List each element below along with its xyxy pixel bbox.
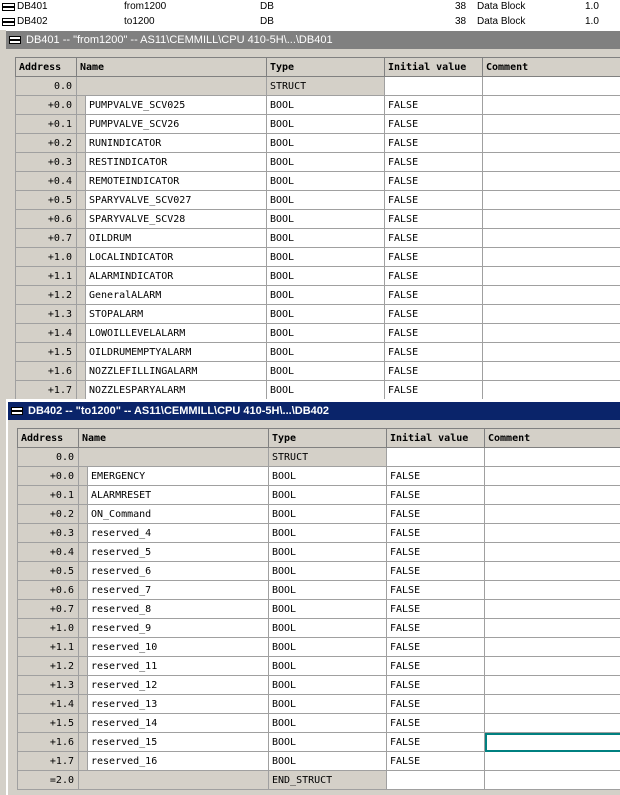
- table-row[interactable]: [16, 115, 620, 134]
- table-row[interactable]: [16, 305, 620, 324]
- initial-value-cell[interactable]: [387, 448, 485, 467]
- indent-cell: [79, 752, 88, 771]
- indent-cell: [79, 695, 88, 714]
- column-header-comment[interactable]: Comment: [485, 429, 620, 448]
- table-row[interactable]: [18, 771, 620, 790]
- block-kind: Data Block: [477, 16, 526, 27]
- type-cell[interactable]: STRUCT: [267, 77, 385, 96]
- name-cell[interactable]: PUMPVALVE_SCV025: [86, 96, 267, 115]
- indent-cell: [77, 96, 86, 115]
- type-cell[interactable]: BOOL: [269, 695, 387, 714]
- block-size: 38: [455, 16, 467, 27]
- name-cell[interactable]: EMERGENCY: [88, 467, 269, 486]
- name-cell[interactable]: ON_Command: [88, 505, 269, 524]
- block-name: DB402: [17, 16, 48, 27]
- table-row[interactable]: [18, 486, 620, 505]
- type-cell[interactable]: BOOL: [267, 191, 385, 210]
- initial-value-cell[interactable]: FALSE: [387, 695, 485, 714]
- address-cell: +1.7: [16, 381, 77, 400]
- window-title: DB401 -- "from1200" -- AS11\CEMMILL\CPU 410-5H\...\DB401: [26, 34, 333, 46]
- indent-cell: [79, 581, 88, 600]
- address-cell: +1.0: [16, 248, 77, 267]
- table-row[interactable]: [16, 324, 620, 343]
- indent-cell: [79, 676, 88, 695]
- initial-value-cell[interactable]: FALSE: [385, 267, 483, 286]
- window-title: DB402 -- "to1200" -- AS11\CEMMILL\CPU 410-5H\...\DB402: [28, 405, 329, 417]
- initial-value-cell[interactable]: FALSE: [385, 324, 483, 343]
- name-cell[interactable]: RUNINDICATOR: [86, 134, 267, 153]
- table-row[interactable]: [18, 695, 620, 714]
- initial-value-cell[interactable]: FALSE: [385, 210, 483, 229]
- table-row[interactable]: [16, 248, 620, 267]
- initial-value-cell[interactable]: FALSE: [385, 305, 483, 324]
- data-block-icon: [2, 3, 15, 11]
- indent-cell: [79, 714, 88, 733]
- address-cell: +0.3: [16, 153, 77, 172]
- db401-window: [6, 49, 620, 399]
- address-cell: +0.5: [18, 562, 79, 581]
- column-header-address[interactable]: Address: [18, 429, 79, 448]
- comment-cell[interactable]: [483, 134, 620, 153]
- comment-cell[interactable]: [485, 448, 620, 467]
- initial-value-cell[interactable]: FALSE: [385, 153, 483, 172]
- type-cell[interactable]: BOOL: [269, 733, 387, 752]
- comment-cell[interactable]: [485, 752, 620, 771]
- declaration-table: [15, 57, 620, 399]
- initial-value-cell[interactable]: FALSE: [387, 714, 485, 733]
- initial-value-cell[interactable]: FALSE: [385, 229, 483, 248]
- table-row[interactable]: [16, 210, 620, 229]
- name-cell[interactable]: ALARMINDICATOR: [86, 267, 267, 286]
- column-header-type[interactable]: Type: [269, 429, 387, 448]
- comment-cell[interactable]: [483, 115, 620, 134]
- table-row[interactable]: [16, 381, 620, 400]
- comment-cell[interactable]: [483, 343, 620, 362]
- type-cell[interactable]: BOOL: [267, 134, 385, 153]
- table-row[interactable]: [18, 676, 620, 695]
- table-row[interactable]: [16, 267, 620, 286]
- indent-cell: [77, 229, 86, 248]
- table-row[interactable]: [16, 96, 620, 115]
- initial-value-cell[interactable]: FALSE: [385, 381, 483, 400]
- name-cell[interactable]: SPARYVALVE_SCV027: [86, 191, 267, 210]
- name-cell[interactable]: NOZZLESPARYALARM: [86, 381, 267, 400]
- indent-cell: [79, 657, 88, 676]
- initial-value-cell[interactable]: FALSE: [387, 581, 485, 600]
- type-cell[interactable]: BOOL: [267, 210, 385, 229]
- initial-value-cell[interactable]: FALSE: [387, 619, 485, 638]
- initial-value-cell[interactable]: [385, 77, 483, 96]
- type-cell[interactable]: BOOL: [269, 714, 387, 733]
- indent-cell: [79, 638, 88, 657]
- comment-cell[interactable]: [483, 381, 620, 400]
- indent-cell: [77, 343, 86, 362]
- type-cell[interactable]: BOOL: [269, 543, 387, 562]
- db402-window: [8, 420, 620, 795]
- address-cell: +1.3: [16, 305, 77, 324]
- comment-cell[interactable]: [485, 733, 620, 752]
- address-cell: 0.0: [16, 77, 77, 96]
- comment-cell[interactable]: [485, 524, 620, 543]
- initial-value-cell[interactable]: FALSE: [385, 96, 483, 115]
- table-row[interactable]: [18, 657, 620, 676]
- address-cell: +1.7: [18, 752, 79, 771]
- address-cell: +0.7: [16, 229, 77, 248]
- comment-cell[interactable]: [485, 486, 620, 505]
- name-cell[interactable]: OILDRUM: [86, 229, 267, 248]
- comment-cell[interactable]: [483, 172, 620, 191]
- name-cell[interactable]: [77, 77, 267, 96]
- indent-cell: [77, 305, 86, 324]
- column-header-name[interactable]: Name: [77, 58, 267, 77]
- name-cell[interactable]: SPARYVALVE_SCV28: [86, 210, 267, 229]
- type-cell[interactable]: BOOL: [267, 305, 385, 324]
- indent-cell: [77, 115, 86, 134]
- comment-cell[interactable]: [485, 638, 620, 657]
- type-cell[interactable]: END_STRUCT: [269, 771, 387, 790]
- type-cell[interactable]: BOOL: [269, 600, 387, 619]
- block-type: DB: [260, 16, 274, 27]
- table-row[interactable]: [16, 286, 620, 305]
- block-size: 38: [455, 1, 467, 12]
- comment-cell[interactable]: [483, 267, 620, 286]
- name-cell[interactable]: PUMPVALVE_SCV26: [86, 115, 267, 134]
- indent-cell: [79, 543, 88, 562]
- column-header-comment[interactable]: Comment: [483, 58, 620, 77]
- address-cell: +0.3: [18, 524, 79, 543]
- comment-cell[interactable]: [485, 714, 620, 733]
- type-cell[interactable]: BOOL: [267, 362, 385, 381]
- block-version: 1.0: [585, 16, 599, 27]
- initial-value-cell[interactable]: FALSE: [387, 467, 485, 486]
- table-row[interactable]: [18, 619, 620, 638]
- table-row[interactable]: [18, 752, 620, 771]
- block-type: DB: [260, 1, 274, 12]
- block-name: DB401: [17, 1, 48, 12]
- name-cell[interactable]: reserved_13: [88, 695, 269, 714]
- type-cell[interactable]: BOOL: [269, 619, 387, 638]
- table-row[interactable]: [18, 448, 620, 467]
- indent-cell: [77, 248, 86, 267]
- name-cell[interactable]: reserved_4: [88, 524, 269, 543]
- indent-cell: [79, 619, 88, 638]
- indent-cell: [79, 600, 88, 619]
- initial-value-cell[interactable]: FALSE: [385, 362, 483, 381]
- table-header: [18, 429, 620, 448]
- address-cell: +1.1: [16, 267, 77, 286]
- indent-cell: [77, 381, 86, 400]
- address-cell: +1.1: [18, 638, 79, 657]
- address-cell: +0.6: [16, 210, 77, 229]
- address-cell: =2.0: [18, 771, 79, 790]
- indent-cell: [79, 505, 88, 524]
- type-cell[interactable]: BOOL: [269, 505, 387, 524]
- initial-value-cell[interactable]: FALSE: [387, 486, 485, 505]
- table-row[interactable]: [16, 172, 620, 191]
- type-cell[interactable]: STRUCT: [269, 448, 387, 467]
- indent-cell: [77, 210, 86, 229]
- address-cell: +0.4: [18, 543, 79, 562]
- comment-cell[interactable]: [485, 581, 620, 600]
- name-cell[interactable]: reserved_8: [88, 600, 269, 619]
- name-cell[interactable]: OILDRUMEMPTYALARM: [86, 343, 267, 362]
- block-kind: Data Block: [477, 1, 526, 12]
- column-header-initial[interactable]: Initial value: [385, 58, 483, 77]
- comment-cell[interactable]: [483, 96, 620, 115]
- name-cell[interactable]: reserved_16: [88, 752, 269, 771]
- block-list-row[interactable]: [0, 0, 620, 15]
- name-cell[interactable]: reserved_10: [88, 638, 269, 657]
- table-row[interactable]: [16, 77, 620, 96]
- comment-cell[interactable]: [483, 77, 620, 96]
- table-row[interactable]: [16, 191, 620, 210]
- type-cell[interactable]: BOOL: [267, 343, 385, 362]
- address-cell: 0.0: [18, 448, 79, 467]
- initial-value-cell[interactable]: FALSE: [387, 524, 485, 543]
- address-cell: +0.2: [18, 505, 79, 524]
- comment-cell[interactable]: [485, 771, 620, 790]
- address-cell: +1.3: [18, 676, 79, 695]
- table-row[interactable]: [16, 229, 620, 248]
- address-cell: +1.2: [18, 657, 79, 676]
- type-cell[interactable]: BOOL: [267, 324, 385, 343]
- name-cell[interactable]: REMOTEINDICATOR: [86, 172, 267, 191]
- table-body: [16, 77, 620, 400]
- table-header: [16, 58, 620, 77]
- table-row[interactable]: [18, 562, 620, 581]
- comment-cell[interactable]: [485, 543, 620, 562]
- table-row[interactable]: [16, 153, 620, 172]
- address-cell: +0.7: [18, 600, 79, 619]
- name-cell[interactable]: RESTINDICATOR: [86, 153, 267, 172]
- declaration-table: [17, 428, 620, 790]
- block-list: [0, 0, 620, 30]
- indent-cell: [77, 172, 86, 191]
- address-cell: +1.4: [16, 324, 77, 343]
- type-cell[interactable]: BOOL: [267, 248, 385, 267]
- address-cell: +1.6: [18, 733, 79, 752]
- comment-cell[interactable]: [483, 229, 620, 248]
- indent-cell: [79, 562, 88, 581]
- name-cell[interactable]: NOZZLEFILLINGALARM: [86, 362, 267, 381]
- comment-cell[interactable]: [483, 362, 620, 381]
- initial-value-cell[interactable]: FALSE: [387, 505, 485, 524]
- data-block-icon: [9, 36, 21, 44]
- type-cell[interactable]: BOOL: [267, 381, 385, 400]
- address-cell: +1.2: [16, 286, 77, 305]
- address-cell: +1.5: [16, 343, 77, 362]
- table-row[interactable]: [18, 505, 620, 524]
- address-cell: +0.0: [18, 467, 79, 486]
- name-cell[interactable]: reserved_14: [88, 714, 269, 733]
- column-header-name[interactable]: Name: [79, 429, 269, 448]
- comment-cell[interactable]: [485, 695, 620, 714]
- column-header-type[interactable]: Type: [267, 58, 385, 77]
- column-header-address[interactable]: Address: [16, 58, 77, 77]
- table-row[interactable]: [18, 467, 620, 486]
- address-cell: +0.4: [16, 172, 77, 191]
- block-list-row[interactable]: [0, 15, 620, 30]
- comment-cell[interactable]: [485, 467, 620, 486]
- type-cell[interactable]: BOOL: [267, 115, 385, 134]
- comment-cell[interactable]: [485, 505, 620, 524]
- comment-cell[interactable]: [485, 657, 620, 676]
- name-cell[interactable]: reserved_11: [88, 657, 269, 676]
- indent-cell: [79, 524, 88, 543]
- indent-cell: [77, 324, 86, 343]
- type-cell[interactable]: BOOL: [269, 524, 387, 543]
- initial-value-cell[interactable]: FALSE: [385, 172, 483, 191]
- data-block-icon: [2, 18, 15, 26]
- db401-window-titlebar[interactable]: [6, 31, 620, 49]
- comment-cell[interactable]: [483, 324, 620, 343]
- table-row[interactable]: [16, 343, 620, 362]
- address-cell: +0.1: [18, 486, 79, 505]
- type-cell[interactable]: BOOL: [269, 676, 387, 695]
- table-row[interactable]: [18, 638, 620, 657]
- table-row[interactable]: [16, 134, 620, 153]
- initial-value-cell[interactable]: FALSE: [385, 343, 483, 362]
- comment-cell[interactable]: [483, 191, 620, 210]
- initial-value-cell[interactable]: FALSE: [387, 543, 485, 562]
- table-row[interactable]: [18, 524, 620, 543]
- initial-value-cell[interactable]: FALSE: [385, 286, 483, 305]
- data-block-icon: [11, 407, 23, 415]
- type-cell[interactable]: BOOL: [267, 286, 385, 305]
- type-cell[interactable]: BOOL: [267, 153, 385, 172]
- comment-cell[interactable]: [485, 600, 620, 619]
- name-cell[interactable]: reserved_7: [88, 581, 269, 600]
- comment-cell[interactable]: [483, 305, 620, 324]
- table-row[interactable]: [18, 581, 620, 600]
- name-cell[interactable]: GeneralALARM: [86, 286, 267, 305]
- type-cell[interactable]: BOOL: [267, 267, 385, 286]
- indent-cell: [77, 267, 86, 286]
- table-row[interactable]: [18, 714, 620, 733]
- address-cell: +0.2: [16, 134, 77, 153]
- type-cell[interactable]: BOOL: [269, 467, 387, 486]
- indent-cell: [79, 486, 88, 505]
- initial-value-cell[interactable]: [387, 771, 485, 790]
- column-header-initial[interactable]: Initial value: [387, 429, 485, 448]
- comment-cell[interactable]: [485, 562, 620, 581]
- initial-value-cell[interactable]: FALSE: [387, 676, 485, 695]
- type-cell[interactable]: BOOL: [269, 752, 387, 771]
- address-cell: +1.5: [18, 714, 79, 733]
- type-cell[interactable]: BOOL: [269, 486, 387, 505]
- name-cell[interactable]: LOWOILLEVELALARM: [86, 324, 267, 343]
- type-cell[interactable]: BOOL: [267, 172, 385, 191]
- comment-cell[interactable]: [485, 676, 620, 695]
- comment-cell[interactable]: [485, 619, 620, 638]
- comment-cell[interactable]: [483, 153, 620, 172]
- indent-cell: [77, 362, 86, 381]
- type-cell[interactable]: BOOL: [269, 657, 387, 676]
- initial-value-cell[interactable]: FALSE: [385, 191, 483, 210]
- table-row[interactable]: [18, 733, 620, 752]
- name-cell[interactable]: reserved_15: [88, 733, 269, 752]
- indent-cell: [79, 733, 88, 752]
- name-cell[interactable]: STOPALARM: [86, 305, 267, 324]
- table-body: [18, 448, 620, 790]
- table-row[interactable]: [18, 600, 620, 619]
- indent-cell: [77, 191, 86, 210]
- table-row[interactable]: [16, 362, 620, 381]
- initial-value-cell[interactable]: FALSE: [385, 134, 483, 153]
- indent-cell: [79, 467, 88, 486]
- address-cell: +0.1: [16, 115, 77, 134]
- address-cell: +0.5: [16, 191, 77, 210]
- db402-window-titlebar[interactable]: [8, 402, 620, 420]
- name-cell[interactable]: reserved_5: [88, 543, 269, 562]
- initial-value-cell[interactable]: FALSE: [387, 600, 485, 619]
- name-cell[interactable]: [79, 448, 269, 467]
- address-cell: +1.4: [18, 695, 79, 714]
- name-cell[interactable]: [79, 771, 269, 790]
- name-cell[interactable]: LOCALINDICATOR: [86, 248, 267, 267]
- block-symbol: from1200: [124, 1, 167, 12]
- type-cell[interactable]: BOOL: [269, 638, 387, 657]
- block-version: 1.0: [585, 1, 599, 12]
- address-cell: +1.6: [16, 362, 77, 381]
- name-cell[interactable]: reserved_12: [88, 676, 269, 695]
- initial-value-cell[interactable]: FALSE: [385, 248, 483, 267]
- initial-value-cell[interactable]: FALSE: [387, 733, 485, 752]
- indent-cell: [77, 134, 86, 153]
- comment-cell[interactable]: [483, 248, 620, 267]
- table-row[interactable]: [18, 543, 620, 562]
- initial-value-cell[interactable]: FALSE: [385, 115, 483, 134]
- initial-value-cell[interactable]: FALSE: [387, 562, 485, 581]
- block-symbol: to1200: [124, 16, 155, 27]
- initial-value-cell[interactable]: FALSE: [387, 657, 485, 676]
- type-cell[interactable]: BOOL: [267, 96, 385, 115]
- initial-value-cell[interactable]: FALSE: [387, 638, 485, 657]
- indent-cell: [77, 286, 86, 305]
- comment-cell[interactable]: [483, 286, 620, 305]
- address-cell: +0.0: [16, 96, 77, 115]
- name-cell[interactable]: reserved_9: [88, 619, 269, 638]
- indent-cell: [77, 153, 86, 172]
- initial-value-cell[interactable]: FALSE: [387, 752, 485, 771]
- address-cell: +0.6: [18, 581, 79, 600]
- comment-cell[interactable]: [483, 210, 620, 229]
- name-cell[interactable]: reserved_6: [88, 562, 269, 581]
- address-cell: +1.0: [18, 619, 79, 638]
- type-cell[interactable]: BOOL: [269, 581, 387, 600]
- name-cell[interactable]: ALARMRESET: [88, 486, 269, 505]
- type-cell[interactable]: BOOL: [269, 562, 387, 581]
- type-cell[interactable]: BOOL: [267, 229, 385, 248]
